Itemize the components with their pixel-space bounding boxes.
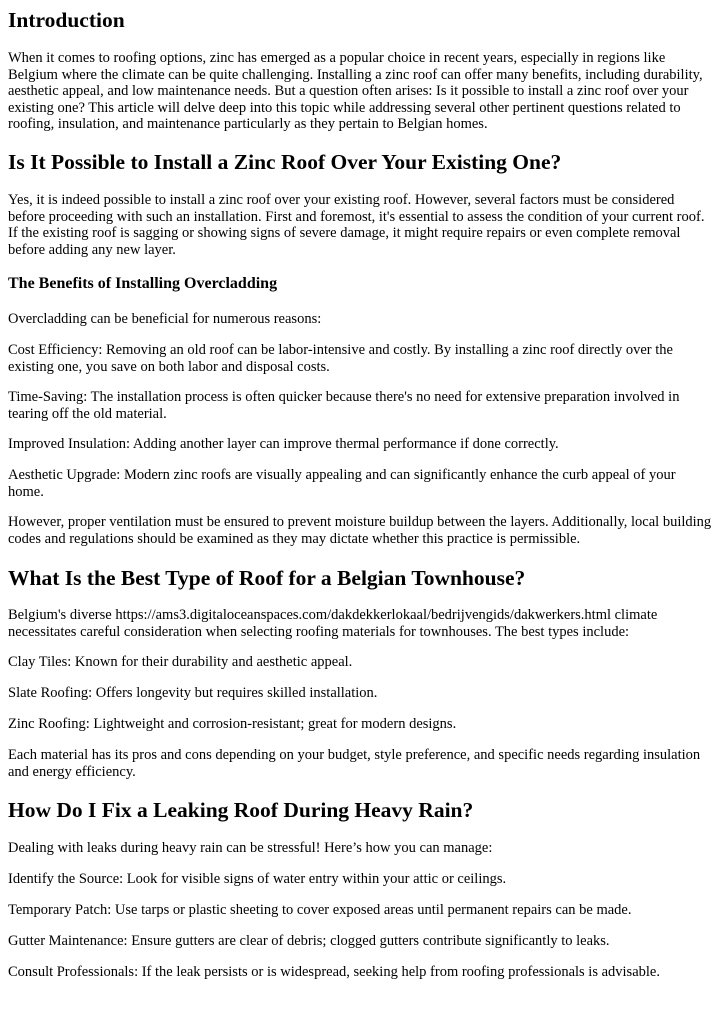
paragraph: Slate Roofing: Offers longevity but requires skilled installation. xyxy=(8,685,378,701)
paragraph: Dealing with leaks during heavy rain can be stressful! Here’s how you can manage: xyxy=(8,840,493,856)
paragraph: Improved Insulation: Adding another layer can improve thermal performance if done correctly. xyxy=(8,436,559,452)
paragraph: Overcladding can be beneficial for numerous reasons: xyxy=(8,311,322,327)
section-heading-leaking-roof: How Do I Fix a Leaking Roof During Heavy Rain? xyxy=(8,798,474,822)
paragraph: When it comes to roofing options, zinc has emerged as a popular choice in recent years, especially in regions like Belgium where the climate can be quite challenging. Installing a zinc roof can offer many benefits, including durability, aesthetic appeal, and low maintenance needs. But a question often arises: Is it possible to install a zinc roof over your existing one? This article will delve deep into this topic while addressing several other pertinent questions related to roofing, insulation, and maintenance particularly as they pertain to Belgian homes. xyxy=(8,50,703,132)
paragraph: Temporary Patch: Use tarps or plastic sheeting to cover exposed areas until permanent repairs can be made. xyxy=(8,902,632,918)
section-heading-zinc-over-existing: Is It Possible to Install a Zinc Roof Over Your Existing One? xyxy=(8,150,562,174)
paragraph: Identify the Source: Look for visible signs of water entry within your attic or ceilings. xyxy=(8,871,507,887)
paragraph: Time-Saving: The installation process is often quicker because there's no need for extensive preparation involved in tearing off the old material. xyxy=(8,389,680,422)
paragraph: Consult Professionals: If the leak persists or is widespread, seeking help from roofing professionals is advisable. xyxy=(8,964,660,980)
paragraph: Each material has its pros and cons depending on your budget, style preference, and specific needs regarding insulation and energy efficiency. xyxy=(8,747,701,780)
paragraph: Zinc Roofing: Lightweight and corrosion-resistant; great for modern designs. xyxy=(8,716,457,732)
section-heading-belgian-townhouse: What Is the Best Type of Roof for a Belgian Townhouse? xyxy=(8,566,526,590)
paragraph: Gutter Maintenance: Ensure gutters are clear of debris; clogged gutters contribute significantly to leaks. xyxy=(8,933,610,949)
section-heading-introduction: Introduction xyxy=(8,8,125,32)
paragraph: Clay Tiles: Known for their durability and aesthetic appeal. xyxy=(8,654,353,670)
subsection-heading-overcladding: The Benefits of Installing Overcladding xyxy=(8,275,278,292)
paragraph: Belgium's diverse https://ams3.digitaloceanspaces.com/dakdekkerlokaal/bedrijvengids/dakwerkers.html climate necessitates careful consideration when selecting roofing materials for townhouses. The best types include: xyxy=(8,607,658,640)
paragraph: Aesthetic Upgrade: Modern zinc roofs are visually appealing and can significantly enhance the curb appeal of your home. xyxy=(8,467,676,500)
paragraph: Cost Efficiency: Removing an old roof can be labor-intensive and costly. By installing a zinc roof directly over the existing one, you save on both labor and disposal costs. xyxy=(8,342,673,375)
paragraph: Yes, it is indeed possible to install a zinc roof over your existing roof. However, several factors must be considered before proceeding with such an installation. First and foremost, it's essential to assess the condition of your current roof. If the existing roof is sagging or showing signs of severe damage, it might require repairs or even complete removal before adding any new layer. xyxy=(8,192,705,258)
paragraph: However, proper ventilation must be ensured to prevent moisture buildup between the layers. Additionally, local building codes and regulations should be examined as they may dictate whether this practice is permissible. xyxy=(8,514,712,547)
